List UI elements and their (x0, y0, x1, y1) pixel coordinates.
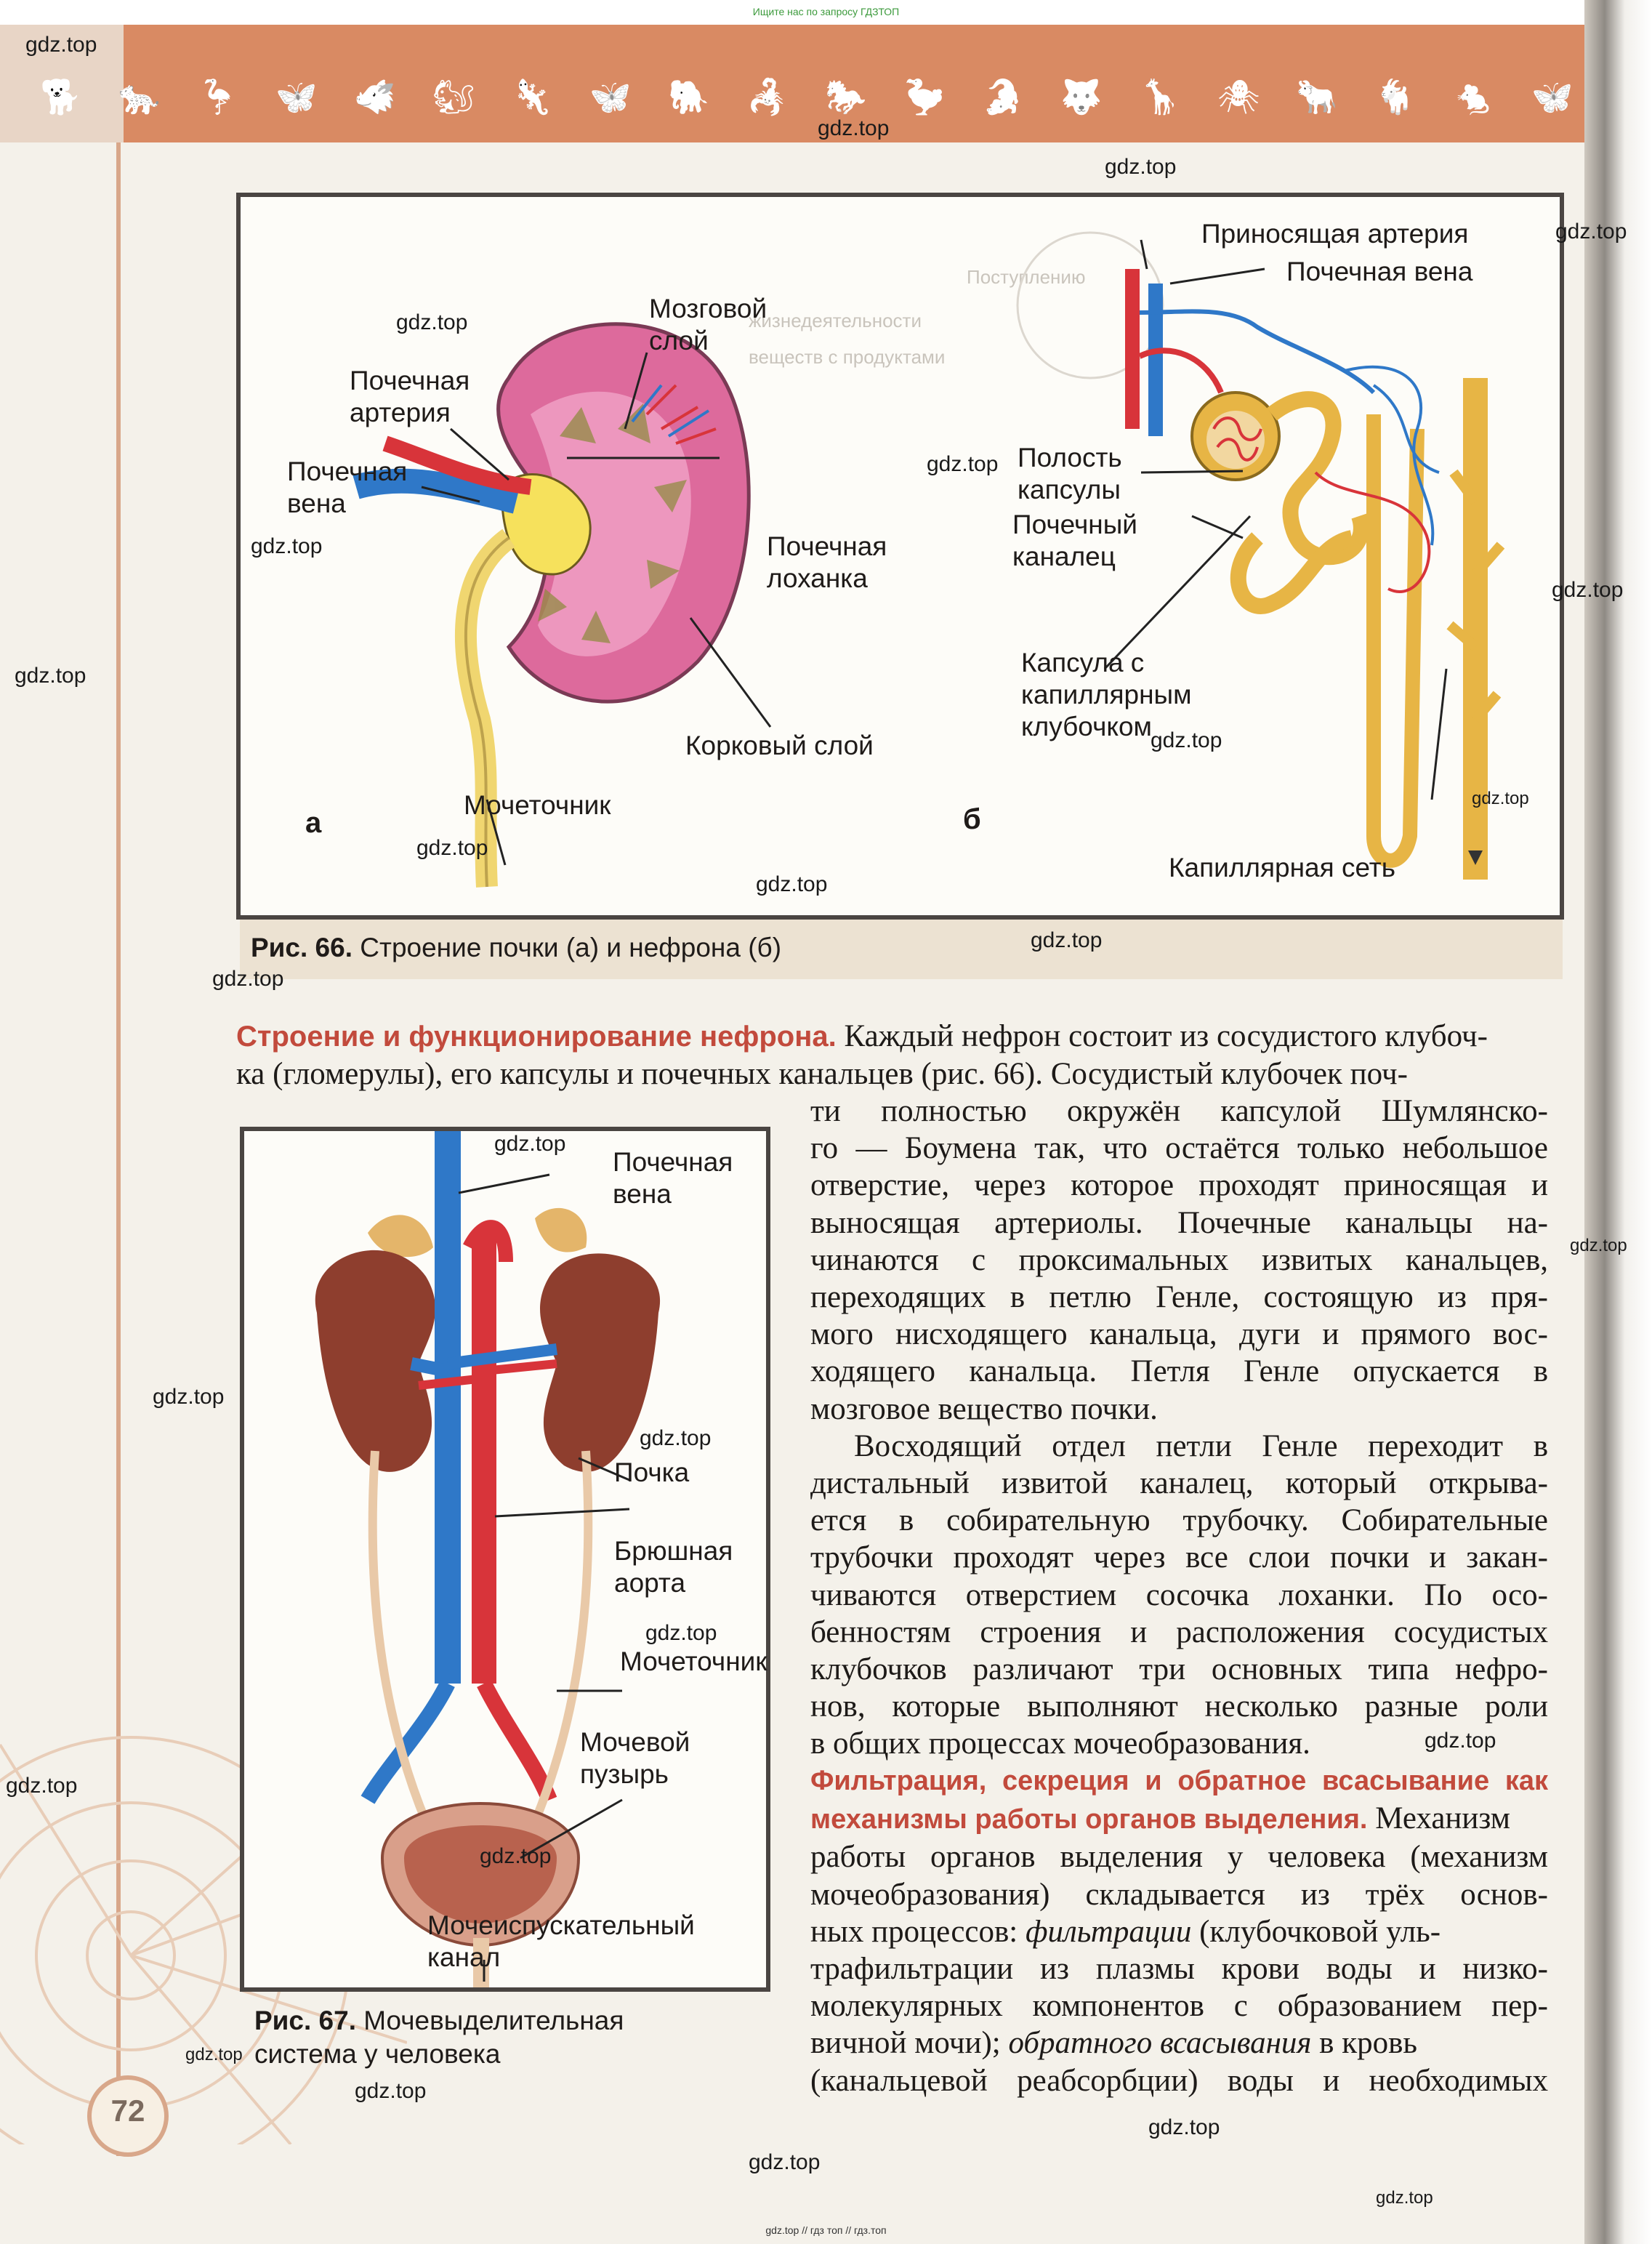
watermark-text: gdz.top (15, 664, 86, 688)
text-line: Строение и функционирование нефрона. Каждый нефрон состоит из сосудистого клубоч- (236, 1019, 1488, 1053)
label-capillary-network: Капиллярная сеть (1169, 853, 1396, 882)
text-line: бенностям строения и расположения сосудистых (810, 1614, 1548, 1649)
watermark-text: gdz.top (756, 872, 828, 896)
text-line: трубочки проходят через все слои почки и закан- (810, 1540, 1548, 1575)
text-line: чинаются с проксимальных извитых канальцев, (810, 1242, 1548, 1277)
label-renal-tubule: Почечный каналец (1012, 510, 1137, 571)
term-filtration: фильтрации (1026, 1914, 1192, 1949)
watermark-text: gdz.top (212, 967, 284, 991)
nephron-drawing (1125, 269, 1501, 880)
animal-silhouette-icon: 🐂 (1296, 77, 1338, 116)
text-line: клубочков различают три основных типа нефро- (810, 1652, 1548, 1687)
watermark-text: gdz.top (640, 1426, 712, 1450)
text-line: ти полностью окружён капсулой Шумлянско- (810, 1094, 1548, 1128)
header-band (0, 25, 1599, 142)
watermark-text: gdz.top (396, 310, 468, 334)
figure-66-caption-text: Строение почки (а) и нефрона (б) (352, 933, 782, 962)
watermark-text: gdz.top (1148, 2115, 1220, 2139)
watermark-text: gdz.top (185, 2045, 243, 2064)
animal-silhouette-icon: 🦤 (903, 77, 946, 116)
watermark-text: gdz.top (1376, 2188, 1433, 2208)
text-line: переходящих в петлю Генле, состоящую из пря- (810, 1280, 1548, 1315)
figure-67-caption-number: Рис. 67. (254, 2006, 356, 2035)
animal-silhouette-icon: 🐿 (432, 77, 475, 116)
label-afferent-artery: Приносящая артерия (1201, 219, 1469, 249)
animal-silhouette-icon: 🦋 (1531, 77, 1574, 116)
text-line: мого нисходящего канальца, дуги и прямого вос- (810, 1317, 1548, 1352)
watermark-text: gdz.top (480, 1844, 552, 1868)
section-heading-filtration-2: механизмы работы органов выделения. (810, 1804, 1368, 1835)
watermark-text: gdz.top (1151, 728, 1222, 752)
body-text-full-width (236, 1018, 1548, 1093)
label-letter-a: а (305, 807, 322, 839)
text-line: чиваются отверстием сосочка лоханки. По осо- (810, 1577, 1548, 1612)
label-medulla: Мозговой слой (649, 294, 767, 355)
label-renal-vein-b: Почечная вена (1286, 257, 1473, 286)
animal-silhouette-icon: 🐘 (668, 77, 710, 116)
page-number: 72 (110, 2094, 145, 2128)
term-reabsorption: обратного всасывания (1008, 2026, 1312, 2061)
animal-silhouette-icon: 🐺 (1060, 77, 1103, 116)
top-link[interactable]: Ищите нас по запросу ГДЗТОП (752, 6, 900, 17)
label-capsule-cavity: Полость капсулы (1018, 443, 1122, 504)
watermark-text: gdz.top (153, 1385, 225, 1409)
watermark-text: gdz.top (1472, 789, 1529, 808)
watermark-text: gdz.top (6, 1774, 78, 1798)
label-fig67-aorta: Брюшная аорта (614, 1536, 733, 1598)
label-letter-b: б (963, 803, 981, 835)
text-line: ходящего канальца. Петля Генле опускается в (810, 1354, 1548, 1389)
animal-silhouette-icon: 🦋 (589, 77, 632, 116)
body-text-column (810, 1093, 1548, 1763)
watermark-text: gdz.top (416, 836, 488, 860)
text-line: мозговое вещество почки. (810, 1391, 1158, 1426)
text-line: го — Боумена так, что остаётся только небольшое (810, 1131, 1548, 1166)
text-line: ка (гломерулы), его капсулы и почечных канальцев (рис. 66). Сосудистый клубочек поч- (236, 1057, 1408, 1092)
text-line: дистальный извитой каналец, который открыва- (810, 1466, 1548, 1501)
label-renal-vein: Почечная вена (287, 457, 408, 518)
animal-silhouette-icon: 🦩 (197, 77, 239, 116)
svg-text:жизнедеятельности: жизнедеятельности (749, 310, 922, 331)
label-capsule-glomerulus: Капсула с капиллярным клубочком (1021, 648, 1192, 741)
watermark-text: gdz.top (1570, 1236, 1627, 1255)
text-line: Восходящий отдел петли Генле переходит в (854, 1428, 1548, 1463)
animal-silhouette-icon: 🐎 (825, 77, 867, 116)
label-cortex: Корковый слой (685, 731, 874, 760)
text-line: нов, которые выполняют несколько разные роли (810, 1689, 1548, 1724)
figure-67-caption-text: Мочевыделительная система у человека (254, 2006, 624, 2069)
bottom-link[interactable]: gdz.top // гдз топ // гдз.топ (765, 2224, 887, 2236)
label-fig67-bladder: Мочевой пузырь (580, 1727, 690, 1789)
svg-text:веществ с продуктами: веществ с продуктами (749, 346, 946, 368)
label-fig67-kidney: Почка (614, 1457, 690, 1487)
animal-silhouette-icon: 🐐 (1374, 77, 1417, 116)
watermark-text: gdz.top (749, 2150, 821, 2174)
animal-silhouette-icon: 🐆 (118, 77, 161, 116)
animal-silhouette-icon: 🦂 (746, 77, 789, 116)
text-line: ется в собирательную трубочку. Собирательные (810, 1503, 1548, 1538)
animal-silhouette-icon: 🐁 (1453, 77, 1495, 116)
watermark-text: gdz.top (927, 452, 999, 476)
animal-silhouette-icon: 🦒 (1139, 77, 1181, 116)
animal-silhouette-icon: 🐕 (40, 77, 82, 116)
label-fig67-ureter: Мочеточник (620, 1646, 767, 1676)
figure-66-caption-number: Рис. 66. (251, 933, 352, 962)
label-fig67-urethra: Мочеиспускательный канал (427, 1910, 695, 1972)
watermark-text: gdz.top (1425, 1729, 1496, 1753)
page-binding-shadow (1584, 0, 1652, 2244)
figure-66-caption (251, 933, 781, 963)
animal-silhouette-icon: 🐗 (354, 77, 396, 116)
watermark-text: gdz.top (1555, 220, 1627, 244)
watermark-text: gdz.top (1552, 578, 1624, 602)
label-ureter: Мочеточник (464, 790, 611, 820)
animal-silhouette-icon: 🕷 (1217, 77, 1260, 116)
watermark-text: gdz.top (494, 1132, 566, 1156)
label-fig67-vein: Почечная вена (613, 1147, 733, 1209)
watermark-text: gdz.top (1105, 155, 1177, 179)
svg-text:Поступлению: Поступлению (967, 266, 1086, 288)
watermark-text: gdz.top (25, 33, 97, 57)
watermark-text: gdz.top (818, 116, 890, 140)
text-line: отверстие, через которое проходят приносящая и (810, 1168, 1548, 1203)
animal-silhouette-icon: 🦋 (275, 77, 318, 116)
figure-67-caption (254, 2004, 624, 2071)
figure-66-illustration (240, 196, 1559, 916)
animal-silhouette-icon: 🦎 (511, 77, 553, 116)
watermark-text: gdz.top (645, 1621, 717, 1645)
label-renal-artery: Почечная артерия (350, 366, 470, 427)
text-line: в общих процессах мочеобразования. (810, 1726, 1310, 1761)
body-text-column-2: Фильтрация, секреция и обратное всасывание как механизмы работы органов выделения. Механизм работы органов выделения у человека (механизм мочеобразования) складывается из трёх основ- ных процессов: фильтрации (клубочковой уль- трафильтрации из плазмы крови воды и низко- молекулярных компонентов с образованием пер- вичной мочи); обратного всасывания в кровь (канальцевой реабсорбции) воды и необходимых (810, 1763, 1548, 2099)
watermark-text: gdz.top (1031, 928, 1103, 952)
text-line: выносящая артериолы. Почечные канальцы на- (810, 1205, 1548, 1240)
watermark-text: gdz.top (355, 2079, 427, 2103)
section-heading-filtration: Фильтрация, секреция и обратное всасывание как (810, 1766, 1548, 1796)
label-renal-pelvis: Почечная лоханка (767, 531, 887, 593)
animal-silhouette-icon: 🐊 (982, 77, 1024, 116)
watermark-text: gdz.top (251, 534, 323, 558)
section-heading-nephron: Строение и функционирование нефрона. (236, 1021, 837, 1053)
